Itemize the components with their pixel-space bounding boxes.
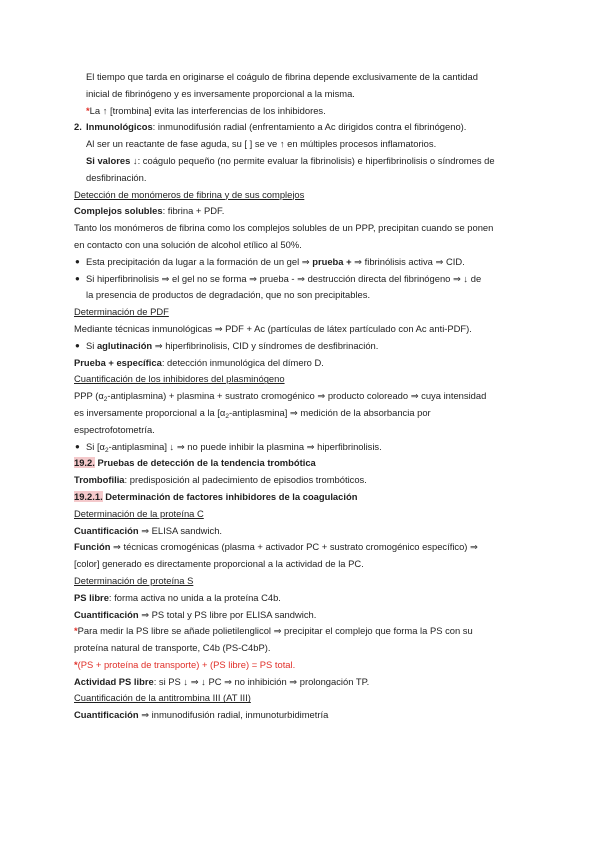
text-line: PS libre: forma activa no unida a la proteína C4b. — [74, 591, 281, 603]
text-line: en contacto con una solución de alcohol etílico al 50%. — [74, 238, 302, 250]
section-number: 19.2. — [74, 457, 95, 469]
bullet-item: ● Si aglutinación ⇒ hiperfibrinolisis, CID y síndromes de desfibrinación. — [0, 338, 600, 355]
numbered-item: 2. Inmunológicos: inmunodifusión radial (enfrentamiento a Ac dirigidos contra el fibrinógeno). — [0, 119, 600, 136]
section-heading-numbered: 19.2. Pruebas de detección de la tendencia trombótica — [74, 457, 316, 469]
document-page — [0, 69, 600, 724]
section-heading: Determinación de proteína S — [74, 574, 194, 586]
section-heading: Cuantificación de los inhibidores del plasminógeno — [74, 373, 285, 385]
text-line: Prueba + específica: detección inmunológica del dímero D. — [74, 356, 324, 368]
item-number: 2. — [74, 121, 82, 133]
text-line: Cuantificación ⇒ PS total y PS libre por ELISA sandwich. — [74, 608, 317, 620]
text-line: espectrofotometría. — [74, 423, 155, 435]
bullet-icon: ● — [75, 273, 80, 283]
text-line: es inversamente proporcional a la $[\alpha_2-antiplasmina]$ ⇒ medición de la absorbancia por — [74, 406, 431, 420]
text-line: Si valores ↓: coágulo pequeño (no permite evaluar la fibrinolisis) e hiperfibrinolisis o síndromes de — [86, 154, 495, 166]
bullet-item: ● Esta precipitación da lugar a la formación de un gel ⇒ prueba + ⇒ fibrinólisis activa ⇒ CID. — [0, 254, 600, 271]
text-line: El tiempo que tarda en originarse el coágulo de fibrina depende exclusivamente de la cantidad — [86, 71, 478, 82]
bullet-icon: ● — [75, 256, 80, 266]
text-line: la presencia de productos de degradación, que no son precipitables. — [86, 289, 371, 301]
text-line: Actividad PS libre: si PS ↓ ⇒ ↓ PC ⇒ no inhibición ⇒ prolongación TP. — [74, 675, 370, 687]
text-line: Trombofilia: predisposición al padecimiento de episodios trombóticos. — [74, 474, 367, 486]
section-heading-numbered: 19.2.1. Determinación de factores inhibidores de la coagulación — [74, 490, 358, 502]
bullet-item: ● Si hiperfibrinolisis ⇒ el gel no se forma ⇒ prueba - ⇒ destrucción directa del fibrinógeno ⇒ ↓ de — [0, 271, 600, 288]
text-line: Cuantificación ⇒ ELISA sandwich. — [74, 524, 223, 536]
text-line: proteína natural de transporte, C4b (PS-C4bP). — [74, 642, 271, 654]
asterisk-marker: * — [74, 658, 78, 670]
bullet-icon: ● — [75, 340, 80, 350]
text-line: Función ⇒ técnicas cromogénicas (plasma + activador PC + sustrato cromogénico específico) ⇒ — [74, 541, 478, 553]
text-line: Cuantificación ⇒ inmunodifusión radial, inmunoturbidimetría — [74, 709, 329, 721]
bullet-icon: ● — [75, 441, 80, 451]
note-line: *Para medir la PS libre se añade polietilenglicol ⇒ precipitar el complejo que forma la PS con su — [74, 625, 473, 637]
section-number: 19.2.1. — [74, 490, 103, 502]
note-line: *La ↑ [trombina] evita las interferencias de los inhibidores. — [86, 104, 326, 116]
text-line: Al ser un reactante de fase aguda, su [ ] se ve ↑ en múltiples procesos inflamatorios. — [86, 138, 437, 150]
text-line: PPP $(\alpha_2-antiplasmina)$ + plasmina + sustrato cromogénico ⇒ producto coloreado ⇒ cuya intensidad — [74, 390, 487, 404]
text-line: Complejos solubles: fibrina + PDF. — [74, 205, 225, 217]
section-heading: Determinación de la proteína C — [74, 507, 204, 519]
bullet-item: ● Si $[\alpha_2-antiplasmina]$ ↓ ⇒ no puede inhibir la plasmina ⇒ hiperfibrinolisis. — [75, 440, 382, 454]
asterisk-marker: * — [74, 625, 78, 637]
section-heading: Determinación de PDF — [74, 306, 169, 318]
section-heading: Cuantificación de la antitrombina III (AT III) — [74, 692, 251, 704]
text-line: desfibrinación. — [86, 171, 147, 183]
note-line: *(PS + proteína de transporte) + (PS libre) = PS total. — [74, 658, 296, 670]
text-line: Tanto los monómeros de fibrina como los complejos solubles de un PPP, precipitan cuando se ponen — [74, 222, 494, 234]
text-line: Mediante técnicas inmunológicas ⇒ PDF + Ac (partículas de látex partículado con Ac anti-PDF). — [74, 322, 472, 334]
text-line: inicial de fibrinógeno y es inversamente proporcional a la misma. — [86, 87, 355, 99]
section-heading: Detección de monómeros de fibrina y de sus complejos — [74, 188, 305, 200]
text-line: [color] generado es directamente proporcional a la actividad de la PC. — [74, 558, 364, 570]
asterisk-marker: * — [86, 104, 90, 116]
